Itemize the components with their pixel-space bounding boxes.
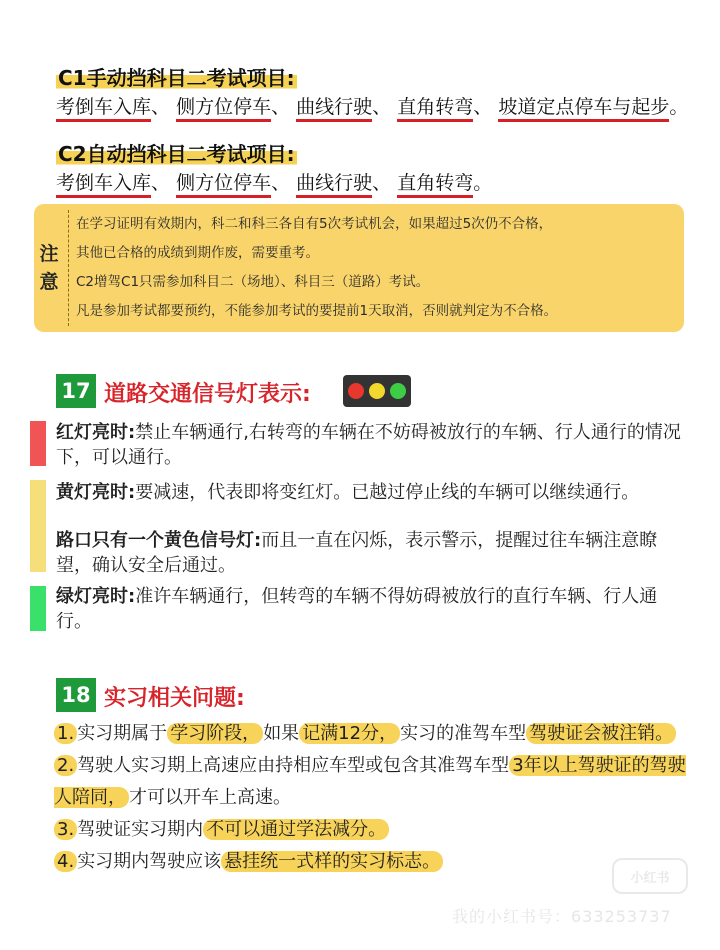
c1-item-1: 考倒车入库 bbox=[56, 96, 151, 122]
notice-divider bbox=[68, 210, 69, 326]
yellow-light-bar bbox=[30, 480, 46, 572]
c2-item-3: 曲线行驶 bbox=[296, 172, 372, 198]
green-light-label: 绿灯亮时: bbox=[56, 586, 136, 607]
red-light-text bbox=[56, 420, 686, 470]
c2-item-1: 考倒车入库 bbox=[56, 172, 151, 198]
traffic-light-green-dot bbox=[390, 383, 406, 399]
c1-title: C1手动挡科目二考试项目: bbox=[56, 62, 297, 91]
intern-list bbox=[54, 718, 694, 878]
c2-title: C2自动挡科目二考试项目: bbox=[56, 138, 297, 167]
traffic-light-yellow-dot bbox=[369, 383, 385, 399]
c1-items bbox=[56, 92, 688, 119]
green-light-text bbox=[56, 584, 686, 634]
notice-label-char-1: 注 bbox=[39, 243, 59, 265]
intern-item-2-num: 2. bbox=[54, 755, 77, 776]
section18-number-badge: 18 bbox=[56, 678, 96, 712]
c2-sep-3: 、 bbox=[372, 172, 392, 194]
c2-sep-1: 、 bbox=[151, 172, 171, 194]
intern-item-1-h2: 记满12分， bbox=[299, 723, 400, 744]
c1-sep-2: 、 bbox=[271, 96, 291, 118]
red-light-bar bbox=[30, 421, 46, 466]
section17-title: 道路交通信号灯表示: bbox=[104, 382, 311, 407]
intern-item-3-h1: 不可以通过学法减分。 bbox=[203, 819, 389, 840]
intern-item-1 bbox=[54, 718, 694, 750]
intern-item-3-num: 3. bbox=[54, 819, 77, 840]
c2-end: 。 bbox=[473, 172, 493, 194]
notice-lines bbox=[76, 210, 676, 326]
c1-sep-3: 、 bbox=[372, 96, 392, 118]
notice-line-4: 凡是参加考试都要预约，不能参加考试的要提前1天取消，否则就判定为不合格。 bbox=[76, 303, 558, 319]
red-light-label: 红灯亮时: bbox=[56, 422, 136, 443]
intern-item-2-p2: 才可以开车上高速。 bbox=[129, 787, 291, 808]
traffic-light-icon bbox=[343, 375, 411, 407]
c2-item-4: 直角转弯 bbox=[397, 172, 473, 198]
c1-item-5: 坡道定点停车与起步 bbox=[498, 96, 669, 122]
c2-items bbox=[56, 168, 492, 195]
intern-item-4 bbox=[54, 846, 694, 878]
section17-number-badge: 17 bbox=[56, 374, 96, 408]
single-yellow-label: 路口只有一个黄色信号灯: bbox=[56, 530, 262, 551]
intern-item-2-p1: 驾驶人实习期上高速应由持相应车型或包含其准驾车型 bbox=[77, 755, 510, 776]
intern-item-3-p1: 驾驶证实习期内 bbox=[77, 819, 204, 840]
single-yellow-text bbox=[56, 528, 686, 578]
yellow-light-label: 黄灯亮时: bbox=[56, 482, 136, 503]
notice-label-char-2: 意 bbox=[39, 271, 59, 293]
c1-item-4: 直角转弯 bbox=[397, 96, 473, 122]
notice-line-3: C2增驾C1只需参加科目二（场地）、科目三（道路）考试。 bbox=[76, 274, 430, 290]
green-light-bar bbox=[30, 586, 46, 631]
intern-item-3 bbox=[54, 814, 694, 846]
c1-sep-4: 、 bbox=[473, 96, 493, 118]
traffic-light-red-dot bbox=[348, 383, 364, 399]
intern-item-1-num: 1. bbox=[54, 723, 77, 744]
intern-item-1-h3: 驾驶证会被注销。 bbox=[526, 723, 676, 744]
yellow-light-text bbox=[56, 480, 686, 505]
intern-item-1-p3: 实习的准驾车型 bbox=[400, 723, 527, 744]
yellow-light-desc: 要减速，代表即将变红灯。已越过停止线的车辆可以继续通行。 bbox=[135, 482, 640, 503]
intern-item-1-p1: 实习期属于 bbox=[77, 723, 168, 744]
intern-item-4-num: 4. bbox=[54, 851, 77, 872]
c2-item-2: 侧方位停车 bbox=[176, 172, 271, 198]
intern-item-1-p2: 如果 bbox=[263, 723, 300, 744]
c1-item-3: 曲线行驶 bbox=[296, 96, 372, 122]
notice-line-2: 其他已合格的成绩到期作废，需要重考。 bbox=[76, 245, 319, 261]
section18-title: 实习相关问题: bbox=[104, 686, 245, 711]
c1-sep-1: 、 bbox=[151, 96, 171, 118]
red-light-desc: 禁止车辆通行,右转弯的车辆在不妨碍被放行的车辆、行人通行的情况下，可以通行。 bbox=[56, 422, 681, 468]
c1-item-2: 侧方位停车 bbox=[176, 96, 271, 122]
notice-box bbox=[34, 204, 684, 332]
intern-item-2 bbox=[54, 750, 694, 814]
c1-end: 。 bbox=[669, 96, 689, 118]
watermark-logo: 小红书 bbox=[612, 858, 688, 894]
watermark-id: 我的小红书号：633253737 bbox=[452, 907, 672, 926]
green-light-desc: 准许车辆通行，但转弯的车辆不得妨碍被放行的直行车辆、行人通行。 bbox=[56, 586, 658, 632]
c2-sep-2: 、 bbox=[271, 172, 291, 194]
notice-label bbox=[34, 204, 64, 332]
notice-line-1: 在学习证明有效期内，科二和科三各自有5次考试机会，如果超过5次仍不合格， bbox=[76, 216, 553, 232]
intern-item-1-h1: 学习阶段， bbox=[167, 723, 263, 744]
intern-item-4-p1: 实习期内驾驶应该 bbox=[77, 851, 222, 872]
intern-item-4-h1: 悬挂统一式样的实习标志。 bbox=[221, 851, 443, 872]
intern-item-2-h1: 3年以上驾驶证的驾驶人陪同， bbox=[54, 755, 686, 808]
single-yellow-desc: 而且一直在闪烁，表示警示，提醒过往车辆注意瞭望，确认安全后通过。 bbox=[56, 530, 658, 576]
